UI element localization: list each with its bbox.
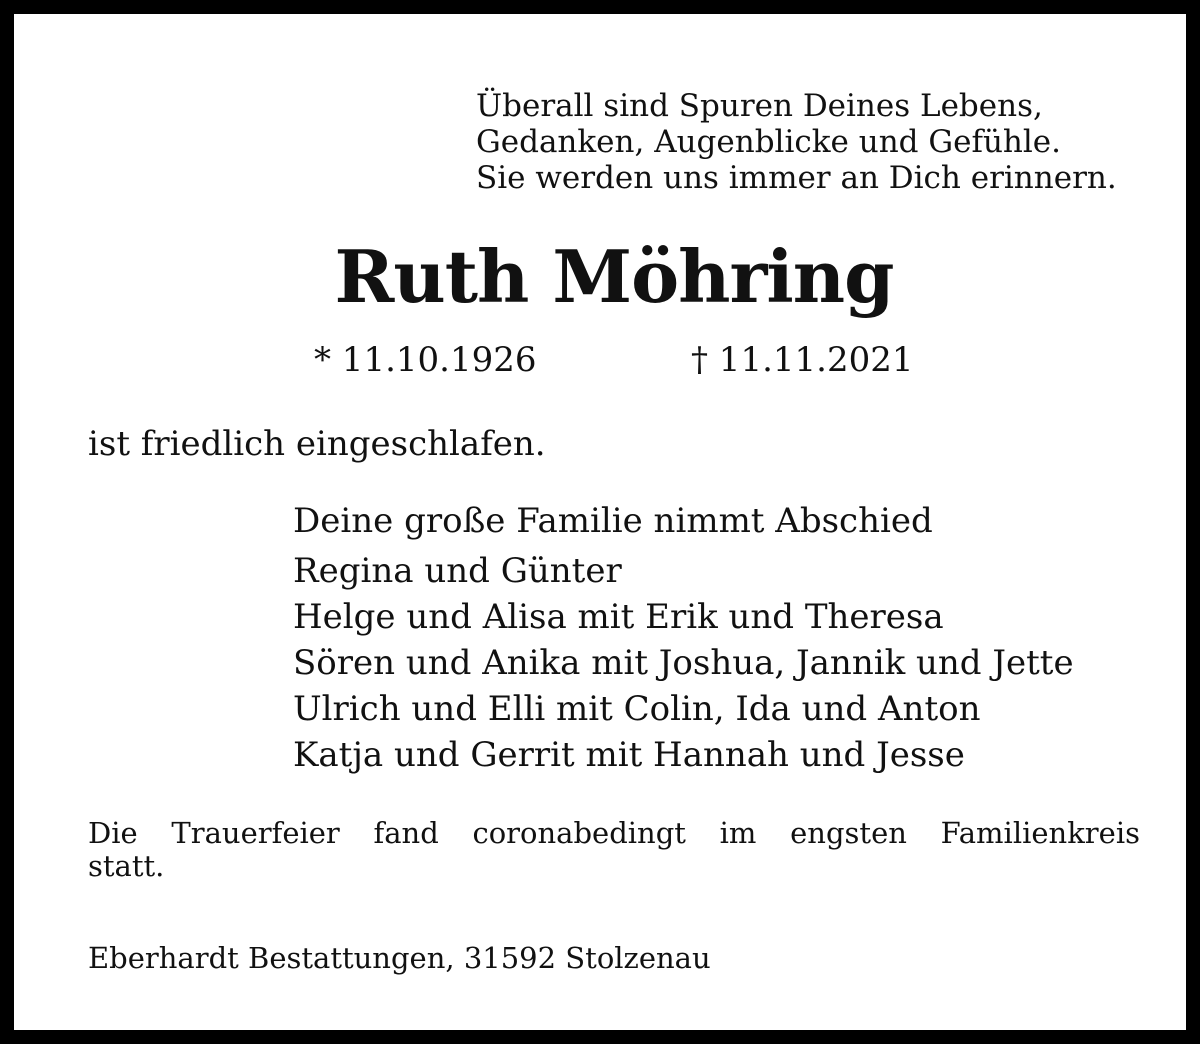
ceremony-word: coronabedingt [472,816,686,850]
ceremony-line: statt. [88,849,165,883]
family-member-line: Helge und Alisa mit Erik und Theresa [293,597,944,637]
birth-date: * 11.10.1926 [314,340,537,380]
deceased-name: Ruth Möhring [334,234,894,319]
death-date: † 11.11.2021 [691,340,914,380]
ceremony-word: Familienkreis [940,816,1140,850]
family-member-line: Regina und Günter [293,551,622,591]
ceremony-word: Trauerfeier [171,816,340,850]
poem-line: Überall sind Spuren Deines Lebens, [476,88,1043,124]
ceremony-word: im [719,816,757,850]
poem [476,88,1117,196]
family-member-line: Sören und Anika mit Joshua, Jannik und Jette [293,643,1074,683]
family-member-line: Katja und Gerrit mit Hannah und Jesse [293,735,965,775]
poem-line: Gedanken, Augenblicke und Gefühle. [476,124,1061,160]
family-heading: Deine große Familie nimmt Abschied [293,501,933,541]
ceremony-word: engsten [790,816,907,850]
poem-line: Sie werden uns immer an Dich erinnern. [476,160,1117,196]
ceremony-word: Die [88,816,138,850]
family-member-line: Ulrich und Elli mit Colin, Ida und Anton [293,689,981,729]
funeral-home: Eberhardt Bestattungen, 31592 Stolzenau [88,941,711,975]
ceremony-line [88,817,1140,850]
ceremony-notice [88,817,1140,883]
ceremony-word: fand [373,816,439,850]
announcement-text: ist friedlich eingeschlafen. [88,424,546,464]
family-block [293,498,1074,778]
